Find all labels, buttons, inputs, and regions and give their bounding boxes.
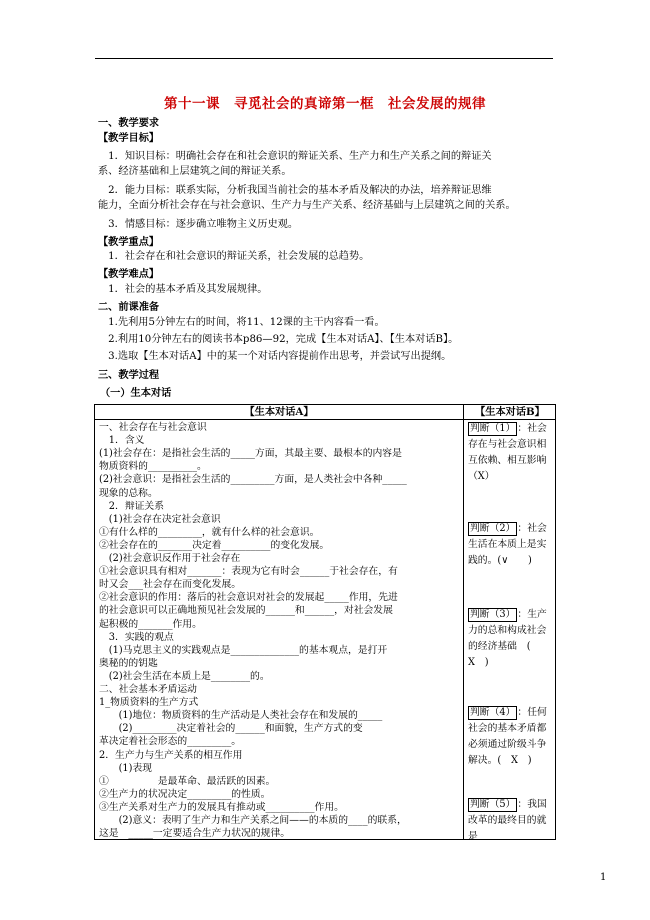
body-line: 【教学目标】: [98, 132, 160, 144]
body-line: 2.利用10分钟左右的阅读书本p86—92，完成【生本对话A】、【生本对话B】。: [98, 334, 459, 345]
judgment-item: [468, 421, 557, 485]
dialogue-a-line: 物质资料的__________。: [99, 461, 207, 473]
column-divider: [463, 405, 464, 839]
dialogue-a-line: ②社会存在的_______决定着__________的变化发展。: [99, 539, 330, 551]
dialogue-a-line: ①社会意识具有相对_______：表现为它有时会______于社会存在，有: [99, 566, 398, 578]
dialogue-a-line: 1_物质资料的生产方式: [99, 697, 199, 709]
header-divider: [95, 419, 555, 420]
dialogue-a-line: (2)意义：表明了生产力和生产关系之间——的本质的____的联系，: [99, 815, 407, 826]
dialogue-a-line: 的社会意识可以正确地预见社会发展的______和______，对社会发展: [99, 605, 393, 617]
dialogue-a-line: 3．实践的观点: [99, 631, 174, 643]
body-line: 1．社会的基本矛盾及其发展规律。: [98, 284, 268, 295]
dialogue-a-line: 2．辩证关系: [99, 500, 165, 512]
judgment-text: ：任何社会的基本矛盾都必须通过阶级斗争解决。( X ): [468, 707, 547, 766]
judgment-text: ：社会生活在本质上是实践的。(∨ ): [468, 523, 547, 566]
judgment-label: 判断（2）: [470, 523, 516, 534]
body-line: 1．社会存在和社会意识的辩证关系，社会发展的总趋势。: [98, 251, 370, 262]
body-line: 1．知识目标：明确社会存在和社会意识的辩证关系、生产力和生产关系之间的辩证关: [98, 151, 492, 162]
body-line: 系、经济基础和上层建筑之间的辩证关系。: [98, 166, 292, 177]
body-line: 三、教学过程: [98, 369, 160, 381]
body-line: 3．情感目标：逐步确立唯物主义历史观。: [98, 219, 299, 230]
header-dialogue-b: 【生本对话B】: [475, 406, 545, 418]
dialogue-a-line: 1．含义: [99, 435, 145, 447]
dialogue-a-line: 现象的总称。: [99, 487, 158, 499]
dialogue-a-line: 革决定着社会形态的_________。: [99, 736, 242, 748]
dialogue-a-line: ①有什么样的_________，就有什么样的社会意识。: [99, 526, 320, 538]
dialogue-a-line: 奥秘的的钥匙: [99, 657, 158, 669]
body-line: 【教学难点】: [98, 268, 160, 280]
dialogue-a-line: (1)地位：物质资料的生产活动是人类社会存在和发展的_____: [99, 710, 383, 722]
body-line: 一、教学要求: [98, 117, 160, 129]
judgment-text: ：生产力的总和构成社会的经济基础 ( X ): [468, 609, 547, 668]
dialogue-a-line: ③生产关系对生产力的发展具有推动或__________作用。: [99, 801, 344, 813]
dialogue-a-line: 2．生产力与生产关系的相互作用: [99, 749, 243, 761]
dialogue-a-line: (2)社会生活在本质上是________的。: [99, 670, 270, 682]
dialogue-a-line: (2)社会意识反作用于社会存在: [99, 553, 241, 564]
dialogue-a-line: ②生产力的状况决定_________的性质。: [99, 788, 271, 800]
dialogue-a-line: ②社会意识的作用：落后的社会意识对社会的发展起_____作用，先进: [99, 592, 398, 604]
header-dialogue-a: 【生本对话A】: [244, 406, 314, 418]
judgment-item: [468, 607, 554, 671]
judgment-item: [468, 521, 554, 569]
body-line: 能力，全面分析社会存在与社会意识、生产力与生产关系、经济基础与上层建筑之间的关系。: [98, 200, 516, 211]
dialogue-table: [94, 404, 556, 840]
judgment-item: [468, 797, 554, 845]
dialogue-a-line: 这是 _____一定要适合生产力状况的规律。: [99, 828, 291, 840]
judgment-label: 判断（3）: [470, 609, 516, 620]
body-line: 3.选取【生本对话A】中的某一个对话内容提前作出思考，并尝试写出提纲。: [98, 351, 452, 362]
dialogue-a-line: (1)社会存在：是指社会生活的_____方面，其最主要、最根本的内容是: [99, 448, 402, 460]
body-line: 2．能力目标：联系实际，分析我国当前社会的基本矛盾及解决的办法，培养辩证思维: [98, 185, 492, 196]
dialogue-a-line: ① 是最革命、最活跃的因素。: [99, 775, 276, 787]
body-line: （一）生本对话: [100, 387, 172, 399]
body-line: 【教学重点】: [98, 236, 160, 248]
page-number: 1: [600, 872, 607, 883]
dialogue-a-line: 一、社会存在与社会意识: [99, 422, 207, 433]
judgment-item: [468, 705, 554, 769]
dialogue-a-line: 时又会___社会存在而变化发展。: [99, 579, 242, 591]
body-line: 二、前课准备: [98, 301, 160, 313]
judgment-label: 判断（5）: [470, 799, 516, 810]
dialogue-a-line: (2)社会意识：是指社会生活的_________方面，是人类社会中各种_____: [99, 474, 407, 486]
judgment-label: 判断（4）: [470, 707, 516, 718]
dialogue-a-line: (2)_________决定着社会的______和面貌，生产方式的变: [99, 723, 363, 735]
body-line: 1.先利用5分钟左右的时间，将11、12课的主干内容看一看。: [98, 317, 385, 328]
judgment-text: ：我国改革的最终目的就是: [468, 799, 547, 842]
header-rule: [95, 58, 553, 59]
dialogue-a-line: 起积极的_______作用。: [99, 618, 202, 630]
dialogue-a-line: (1)表现: [99, 762, 153, 774]
dialogue-a-line: (1)马克思主义的实践观点是______________的基本观点，是打开: [99, 644, 388, 656]
judgment-text: ：社会存在与社会意识相互依赖、相互影响 （X）: [468, 423, 557, 482]
judgment-label: 判断（1）: [470, 423, 516, 434]
dialogue-a-line: 二、社会基本矛盾运动: [99, 684, 197, 695]
dialogue-a-line: (1)社会存在决定社会意识: [99, 513, 221, 525]
page-title: 第十一课 寻觅社会的真谛第一框 社会发展的规律: [164, 96, 486, 112]
